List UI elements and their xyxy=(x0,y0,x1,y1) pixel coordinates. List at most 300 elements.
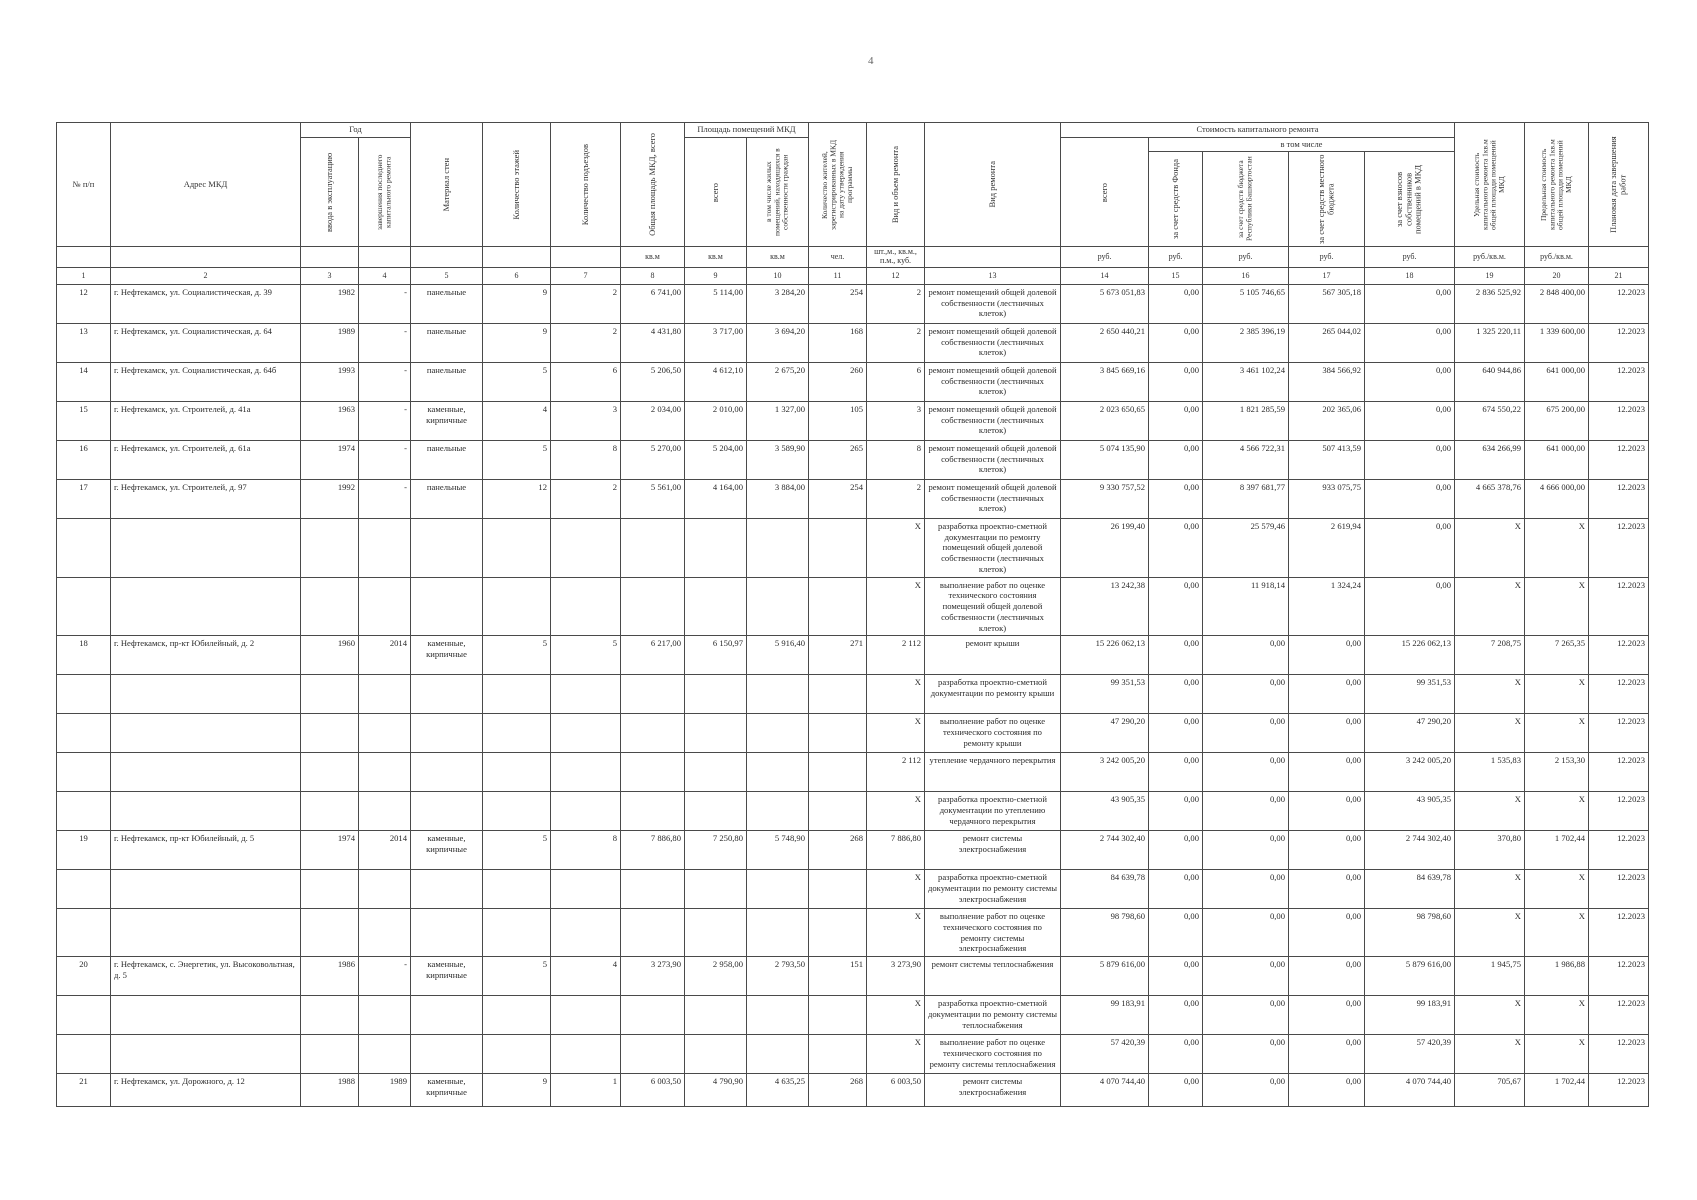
cell-ow: 4 070 744,40 xyxy=(1365,1074,1455,1107)
unit-cell xyxy=(57,247,111,268)
cell-ta xyxy=(621,753,685,792)
cell-ta: 3 273,90 xyxy=(621,957,685,996)
unit-cell xyxy=(925,247,1061,268)
cell-rb: 0,00 xyxy=(1203,909,1289,957)
cell-ta: 4 431,80 xyxy=(621,323,685,362)
cell-addr: г. Нефтекамск, ул. Строителей, д. 61а xyxy=(111,440,301,479)
cell-lb: 384 566,92 xyxy=(1289,362,1365,401)
cell-mc: 2 848 400,00 xyxy=(1525,284,1589,323)
unit-cell: руб. xyxy=(1365,247,1455,268)
cell-ta xyxy=(621,518,685,577)
cell-rb: 0,00 xyxy=(1203,831,1289,870)
cell-ta: 7 886,80 xyxy=(621,831,685,870)
cell-vol: X xyxy=(867,518,925,577)
column-index-cell: 19 xyxy=(1455,267,1525,284)
cell-c: 57 420,39 xyxy=(1061,1035,1149,1074)
cell-mat xyxy=(411,870,483,909)
cell-fl xyxy=(483,996,551,1035)
cell-uc: 640 944,86 xyxy=(1455,362,1525,401)
cell-vol: 6 003,50 xyxy=(867,1074,925,1107)
unit-cell: кв.м xyxy=(621,247,685,268)
cell-addr xyxy=(111,714,301,753)
col-cost-total-header: всего xyxy=(1061,138,1149,247)
cell-y2: - xyxy=(359,957,411,996)
cell-type: разработка проектно-сметной документации по ремонту системы электроснабжения xyxy=(925,870,1061,909)
cell-c: 3 242 005,20 xyxy=(1061,753,1149,792)
cell-aa: 2 010,00 xyxy=(685,401,747,440)
cell-type: выполнение работ по оценке технического состояния по ремонту системы теплоснабжения xyxy=(925,1035,1061,1074)
cell-mc: 641 000,00 xyxy=(1525,362,1589,401)
cell-dl: 12.2023 xyxy=(1589,284,1649,323)
cell-rb: 0,00 xyxy=(1203,1074,1289,1107)
cell-dl: 12.2023 xyxy=(1589,909,1649,957)
cell-type: ремонт помещений общей долевой собственности (лестничных клеток) xyxy=(925,362,1061,401)
col-num-header: № п/п xyxy=(57,123,111,247)
cell-dl: 12.2023 xyxy=(1589,714,1649,753)
cell-ent xyxy=(551,870,621,909)
table-row xyxy=(57,957,1649,996)
cell-y2 xyxy=(359,518,411,577)
cell-aa: 4 612,10 xyxy=(685,362,747,401)
cell-res xyxy=(809,996,867,1035)
cell-addr: г. Нефтекамск, ул. Строителей, д. 41а xyxy=(111,401,301,440)
cell-c: 9 330 757,52 xyxy=(1061,479,1149,518)
column-index-cell: 4 xyxy=(359,267,411,284)
cell-f: 0,00 xyxy=(1149,996,1203,1035)
cell-ow: 0,00 xyxy=(1365,518,1455,577)
cell-y2: - xyxy=(359,284,411,323)
cell-n xyxy=(57,792,111,831)
cell-dl: 12.2023 xyxy=(1589,957,1649,996)
cell-uc: 370,80 xyxy=(1455,831,1525,870)
cell-lb: 1 324,24 xyxy=(1289,577,1365,636)
cell-rb: 11 918,14 xyxy=(1203,577,1289,636)
cell-f: 0,00 xyxy=(1149,1074,1203,1107)
cell-uc: 1 945,75 xyxy=(1455,957,1525,996)
cell-f: 0,00 xyxy=(1149,714,1203,753)
cell-type: ремонт крыши xyxy=(925,636,1061,675)
cell-dl: 12.2023 xyxy=(1589,323,1649,362)
cell-ent xyxy=(551,577,621,636)
col-entrances-header: Количество подъездов xyxy=(551,123,621,247)
cell-addr xyxy=(111,996,301,1035)
table-row xyxy=(57,518,1649,577)
cell-vol: 3 xyxy=(867,401,925,440)
col-address-header: Адрес МКД xyxy=(111,123,301,247)
cell-f: 0,00 xyxy=(1149,1035,1203,1074)
cell-type: ремонт помещений общей долевой собственности (лестничных клеток) xyxy=(925,479,1061,518)
cell-f: 0,00 xyxy=(1149,323,1203,362)
cell-y1: 1992 xyxy=(301,479,359,518)
cell-ent xyxy=(551,753,621,792)
cell-y1: 1974 xyxy=(301,831,359,870)
cell-mat xyxy=(411,577,483,636)
cell-addr: г. Нефтекамск, пр-кт Юбилейный, д. 5 xyxy=(111,831,301,870)
cell-res xyxy=(809,675,867,714)
column-index-cell: 14 xyxy=(1061,267,1149,284)
table-row xyxy=(57,909,1649,957)
cell-mat xyxy=(411,996,483,1035)
col-volume-header: Вид и объем ремонта xyxy=(867,123,925,247)
repair-program-table xyxy=(56,122,1649,1107)
cell-type: выполнение работ по оценке технического состояния по ремонту крыши xyxy=(925,714,1061,753)
table-row xyxy=(57,996,1649,1035)
table-row xyxy=(57,792,1649,831)
cell-n xyxy=(57,753,111,792)
cell-mc: 1 339 600,00 xyxy=(1525,323,1589,362)
cell-addr xyxy=(111,753,301,792)
cell-f: 0,00 xyxy=(1149,831,1203,870)
cell-y1: 1986 xyxy=(301,957,359,996)
cell-lb: 0,00 xyxy=(1289,1035,1365,1074)
cell-mc: 7 265,35 xyxy=(1525,636,1589,675)
table-row xyxy=(57,479,1649,518)
column-index-cell: 9 xyxy=(685,267,747,284)
cell-res: 271 xyxy=(809,636,867,675)
cell-dl: 12.2023 xyxy=(1589,518,1649,577)
cell-y1: 1974 xyxy=(301,440,359,479)
cell-fl: 4 xyxy=(483,401,551,440)
cell-n xyxy=(57,577,111,636)
cell-ao: 3 589,90 xyxy=(747,440,809,479)
cell-fl xyxy=(483,870,551,909)
cell-addr: г. Нефтекамск, ул. Дорожного, д. 12 xyxy=(111,1074,301,1107)
cell-aa xyxy=(685,753,747,792)
cell-ow: 0,00 xyxy=(1365,362,1455,401)
cell-mat xyxy=(411,1035,483,1074)
cell-f: 0,00 xyxy=(1149,401,1203,440)
cell-f: 0,00 xyxy=(1149,284,1203,323)
cell-ao: 1 327,00 xyxy=(747,401,809,440)
cell-mc: 675 200,00 xyxy=(1525,401,1589,440)
cell-rb: 0,00 xyxy=(1203,1035,1289,1074)
table-row xyxy=(57,870,1649,909)
cell-vol: X xyxy=(867,870,925,909)
cell-c: 47 290,20 xyxy=(1061,714,1149,753)
cell-vol: X xyxy=(867,996,925,1035)
cell-vol: 3 273,90 xyxy=(867,957,925,996)
cell-fl: 5 xyxy=(483,636,551,675)
cell-y1 xyxy=(301,909,359,957)
col-year-last-repair-header: завершения последнего капитального ремонта xyxy=(359,138,411,247)
cell-mc: 4 666 000,00 xyxy=(1525,479,1589,518)
cell-ao xyxy=(747,909,809,957)
cell-ta xyxy=(621,675,685,714)
cell-lb: 265 044,02 xyxy=(1289,323,1365,362)
column-index-cell: 6 xyxy=(483,267,551,284)
cell-fl xyxy=(483,1035,551,1074)
cell-ao xyxy=(747,675,809,714)
cell-res xyxy=(809,714,867,753)
cell-y1 xyxy=(301,753,359,792)
cell-ent xyxy=(551,714,621,753)
cell-ent xyxy=(551,909,621,957)
cell-aa: 6 150,97 xyxy=(685,636,747,675)
cell-y1: 1982 xyxy=(301,284,359,323)
cell-dl: 12.2023 xyxy=(1589,996,1649,1035)
cell-n: 17 xyxy=(57,479,111,518)
cell-uc: X xyxy=(1455,870,1525,909)
cell-lb: 0,00 xyxy=(1289,957,1365,996)
cell-mat: каменные, кирпичные xyxy=(411,636,483,675)
cell-mat: панельные xyxy=(411,323,483,362)
cell-uc: X xyxy=(1455,792,1525,831)
cell-c: 2 744 302,40 xyxy=(1061,831,1149,870)
cell-addr xyxy=(111,1035,301,1074)
cell-ta: 6 003,50 xyxy=(621,1074,685,1107)
cell-dl: 12.2023 xyxy=(1589,792,1649,831)
cell-vol: X xyxy=(867,675,925,714)
cell-f: 0,00 xyxy=(1149,792,1203,831)
cell-addr: г. Нефтекамск, пр-кт Юбилейный, д. 2 xyxy=(111,636,301,675)
cell-ow: 98 798,60 xyxy=(1365,909,1455,957)
cell-c: 15 226 062,13 xyxy=(1061,636,1149,675)
table-row xyxy=(57,675,1649,714)
cell-ent: 2 xyxy=(551,323,621,362)
cell-type: ремонт системы теплоснабжения xyxy=(925,957,1061,996)
cell-lb: 0,00 xyxy=(1289,753,1365,792)
cell-mc: 2 153,30 xyxy=(1525,753,1589,792)
cell-mat: каменные, кирпичные xyxy=(411,957,483,996)
cell-f: 0,00 xyxy=(1149,636,1203,675)
cell-vol: 8 xyxy=(867,440,925,479)
cell-vol: 2 xyxy=(867,323,925,362)
cell-dl: 12.2023 xyxy=(1589,479,1649,518)
cell-type: разработка проектно-сметной документации по ремонту помещений общей долевой собственности (лестничных клеток) xyxy=(925,518,1061,577)
cell-y2 xyxy=(359,1035,411,1074)
col-max-cost-header: Предельная стоимость капитального ремонта 1кв.м общей площади помещений МКД xyxy=(1525,123,1589,247)
unit-cell: руб. xyxy=(1289,247,1365,268)
column-index-cell: 1 xyxy=(57,267,111,284)
cell-y2: 2014 xyxy=(359,831,411,870)
cell-type: ремонт системы электроснабжения xyxy=(925,1074,1061,1107)
cell-y2 xyxy=(359,753,411,792)
cell-ow: 5 879 616,00 xyxy=(1365,957,1455,996)
cell-ow: 99 183,91 xyxy=(1365,996,1455,1035)
cell-c: 4 070 744,40 xyxy=(1061,1074,1149,1107)
unit-cell: чел. xyxy=(809,247,867,268)
cell-lb: 0,00 xyxy=(1289,675,1365,714)
cell-ent xyxy=(551,996,621,1035)
cell-f: 0,00 xyxy=(1149,577,1203,636)
cell-fl xyxy=(483,792,551,831)
cell-mc: 1 702,44 xyxy=(1525,831,1589,870)
cell-res: 254 xyxy=(809,479,867,518)
cell-res: 151 xyxy=(809,957,867,996)
cell-addr: г. Нефтекамск, ул. Социалистическая, д. 39 xyxy=(111,284,301,323)
col-cost-fund-header: за счет средств Фонда xyxy=(1149,152,1203,247)
table-row xyxy=(57,362,1649,401)
cell-ow: 57 420,39 xyxy=(1365,1035,1455,1074)
cell-uc: X xyxy=(1455,909,1525,957)
cell-mc: X xyxy=(1525,577,1589,636)
cell-ent: 1 xyxy=(551,1074,621,1107)
column-index-cell: 18 xyxy=(1365,267,1455,284)
cell-rb: 0,00 xyxy=(1203,957,1289,996)
cell-addr: г. Нефтекамск, ул. Социалистическая, д. 64 xyxy=(111,323,301,362)
table-row xyxy=(57,831,1649,870)
cell-ao xyxy=(747,792,809,831)
cell-n: 18 xyxy=(57,636,111,675)
column-index-cell: 2 xyxy=(111,267,301,284)
table-body xyxy=(57,284,1649,1106)
cell-y2: - xyxy=(359,362,411,401)
cell-lb: 0,00 xyxy=(1289,792,1365,831)
cell-ent: 2 xyxy=(551,479,621,518)
cell-vol: 2 xyxy=(867,479,925,518)
cell-c: 2 650 440,21 xyxy=(1061,323,1149,362)
cell-y2 xyxy=(359,996,411,1035)
cell-y1 xyxy=(301,792,359,831)
unit-cell xyxy=(1589,247,1649,268)
table-row xyxy=(57,1035,1649,1074)
unit-cell: кв.м xyxy=(685,247,747,268)
cell-ao xyxy=(747,714,809,753)
unit-cell xyxy=(551,247,621,268)
col-cost-republic-header: за счет средств бюджета Республики Башкортостан xyxy=(1203,152,1289,247)
cell-mat xyxy=(411,518,483,577)
cell-addr xyxy=(111,792,301,831)
cell-mc: 641 000,00 xyxy=(1525,440,1589,479)
cell-y2 xyxy=(359,714,411,753)
col-cost-incl-header: в том числе xyxy=(1149,138,1455,152)
cell-type: выполнение работ по оценке технического состояния по ремонту системы электроснабжения xyxy=(925,909,1061,957)
cell-fl: 9 xyxy=(483,1074,551,1107)
cell-res: 260 xyxy=(809,362,867,401)
cell-addr xyxy=(111,870,301,909)
cell-ao xyxy=(747,870,809,909)
cell-ta xyxy=(621,714,685,753)
col-year-group-header: Год xyxy=(301,123,411,138)
cell-ent: 8 xyxy=(551,831,621,870)
cell-fl xyxy=(483,675,551,714)
cell-mat xyxy=(411,753,483,792)
cell-fl: 5 xyxy=(483,440,551,479)
cell-ow: 84 639,78 xyxy=(1365,870,1455,909)
cell-res: 268 xyxy=(809,1074,867,1107)
cell-y1: 1989 xyxy=(301,323,359,362)
cell-f: 0,00 xyxy=(1149,870,1203,909)
column-index-cell: 12 xyxy=(867,267,925,284)
cell-fl: 5 xyxy=(483,831,551,870)
cell-rb: 3 461 102,24 xyxy=(1203,362,1289,401)
cell-n xyxy=(57,870,111,909)
col-area-total-header: всего xyxy=(685,138,747,247)
cell-ta: 6 217,00 xyxy=(621,636,685,675)
cell-rb: 8 397 681,77 xyxy=(1203,479,1289,518)
cell-lb: 933 075,75 xyxy=(1289,479,1365,518)
cell-vol: X xyxy=(867,792,925,831)
table-row xyxy=(57,1074,1649,1107)
cell-aa xyxy=(685,714,747,753)
cell-ao: 2 793,50 xyxy=(747,957,809,996)
cell-dl: 12.2023 xyxy=(1589,1035,1649,1074)
cell-res: 265 xyxy=(809,440,867,479)
cell-c: 2 023 650,65 xyxy=(1061,401,1149,440)
cell-mat: панельные xyxy=(411,284,483,323)
cell-dl: 12.2023 xyxy=(1589,636,1649,675)
cell-addr: г. Нефтекамск, с. Энергетик, ул. Высоковольтная, д. 5 xyxy=(111,957,301,996)
cell-ent: 3 xyxy=(551,401,621,440)
cell-vol: X xyxy=(867,714,925,753)
unit-cell: шт.,м., кв.м., п.м., куб. xyxy=(867,247,925,268)
cell-res xyxy=(809,792,867,831)
cell-vol: X xyxy=(867,909,925,957)
cell-type: ремонт помещений общей долевой собственности (лестничных клеток) xyxy=(925,284,1061,323)
header-row-top xyxy=(57,123,1649,138)
unit-cell: руб. xyxy=(1061,247,1149,268)
cell-n xyxy=(57,675,111,714)
cell-res xyxy=(809,909,867,957)
unit-cell xyxy=(111,247,301,268)
cell-ow: 99 351,53 xyxy=(1365,675,1455,714)
col-cost-local-header: за счет средств местного бюджета xyxy=(1289,152,1365,247)
table-row xyxy=(57,753,1649,792)
column-index-row xyxy=(57,267,1649,284)
cell-dl: 12.2023 xyxy=(1589,753,1649,792)
cell-aa xyxy=(685,675,747,714)
cell-uc: 634 266,99 xyxy=(1455,440,1525,479)
cell-n: 13 xyxy=(57,323,111,362)
cell-dl: 12.2023 xyxy=(1589,440,1649,479)
cell-mat xyxy=(411,675,483,714)
cell-rb: 0,00 xyxy=(1203,675,1289,714)
cell-ent: 4 xyxy=(551,957,621,996)
table-row xyxy=(57,577,1649,636)
cell-n: 20 xyxy=(57,957,111,996)
cell-lb: 0,00 xyxy=(1289,714,1365,753)
cell-ta xyxy=(621,909,685,957)
cell-fl xyxy=(483,577,551,636)
cell-mc: X xyxy=(1525,675,1589,714)
column-index-cell: 5 xyxy=(411,267,483,284)
cell-res xyxy=(809,1035,867,1074)
cell-y1: 1993 xyxy=(301,362,359,401)
col-repair-type-header: Вид ремонта xyxy=(925,123,1061,247)
cell-fl xyxy=(483,518,551,577)
cell-ta xyxy=(621,792,685,831)
cell-n xyxy=(57,518,111,577)
cell-ow: 47 290,20 xyxy=(1365,714,1455,753)
cell-lb: 0,00 xyxy=(1289,870,1365,909)
cell-res: 168 xyxy=(809,323,867,362)
units-row xyxy=(57,247,1649,268)
cell-c: 43 905,35 xyxy=(1061,792,1149,831)
cell-uc: X xyxy=(1455,577,1525,636)
cell-mat: каменные, кирпичные xyxy=(411,831,483,870)
table-row xyxy=(57,401,1649,440)
cell-f: 0,00 xyxy=(1149,675,1203,714)
cell-uc: 2 836 525,92 xyxy=(1455,284,1525,323)
cell-ta xyxy=(621,996,685,1035)
cell-ow: 3 242 005,20 xyxy=(1365,753,1455,792)
cell-res: 105 xyxy=(809,401,867,440)
cell-vol: 2 112 xyxy=(867,636,925,675)
column-index-cell: 11 xyxy=(809,267,867,284)
cell-y2 xyxy=(359,675,411,714)
cell-ent: 6 xyxy=(551,362,621,401)
cell-uc: X xyxy=(1455,714,1525,753)
cell-lb: 0,00 xyxy=(1289,831,1365,870)
column-index-cell: 20 xyxy=(1525,267,1589,284)
cell-mat: панельные xyxy=(411,362,483,401)
column-index-cell: 21 xyxy=(1589,267,1649,284)
cell-mc: X xyxy=(1525,909,1589,957)
cell-vol: X xyxy=(867,577,925,636)
cell-f: 0,00 xyxy=(1149,909,1203,957)
cell-y2: - xyxy=(359,479,411,518)
cell-res: 268 xyxy=(809,831,867,870)
